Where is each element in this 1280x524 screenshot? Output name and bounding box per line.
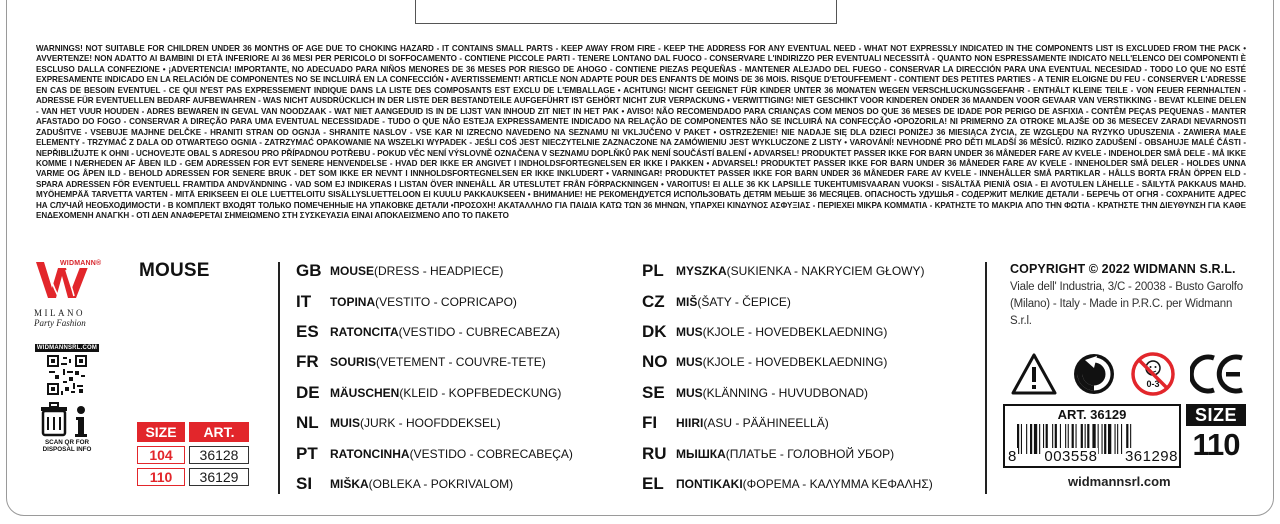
lang-desc: (VESTIDO - COBRECABEÇA) — [409, 446, 573, 461]
lang-desc: (VETEMENT - COUVRE-TETE) — [376, 355, 546, 370]
lang-code: EL — [642, 473, 664, 493]
lang-code: RU — [642, 443, 667, 463]
logo-tagline: Party Fashion — [34, 318, 86, 328]
logo-brand: WIDMANN® — [60, 260, 102, 267]
list-item — [642, 347, 933, 377]
lang-code: PT — [296, 443, 318, 463]
list-item — [642, 317, 933, 347]
ce-mark-icon — [1190, 352, 1246, 396]
lang-name: MUIS — [330, 416, 360, 431]
disposal-bin-info-icon — [39, 401, 95, 439]
scan-qr-text-1: SCAN QR FOR — [44, 439, 90, 446]
not-for-under-3-icon — [1130, 351, 1176, 397]
recycle-icon — [1072, 352, 1116, 396]
lang-code: NL — [296, 413, 319, 433]
lang-name: HIIRI — [676, 416, 704, 431]
lang-name: SOURIS — [330, 355, 377, 370]
divider-line — [278, 262, 280, 494]
size-cell: 110 — [137, 468, 185, 486]
lang-desc: (KLEID - KOPFBEDECKUNG) — [399, 385, 562, 400]
lang-code: FI — [642, 413, 658, 433]
list-item — [296, 438, 573, 468]
languages-right-list — [642, 256, 933, 499]
lang-name: MIŠKA — [330, 476, 369, 491]
lang-name: TOPINA — [330, 294, 376, 309]
list-item — [642, 408, 933, 438]
ean-digits — [1007, 448, 1179, 465]
website-link[interactable]: widmannsrl.com — [1068, 474, 1171, 489]
lang-name: MUS — [676, 324, 703, 339]
lang-desc: (KJOLE - HOVEDBEKLAEDNING) — [702, 324, 888, 339]
lang-desc: (DRESS - HEADPIECE) — [374, 264, 504, 279]
size-art-table — [137, 422, 249, 486]
lang-name: RATONCITA — [330, 324, 399, 339]
size-box-label: SIZE — [1186, 404, 1246, 426]
list-item — [296, 347, 573, 377]
languages-left-list — [296, 256, 573, 499]
widmann-w-mark-icon — [34, 258, 100, 304]
list-item — [296, 286, 573, 316]
art-cell: 36129 — [189, 468, 249, 486]
qr-block — [35, 344, 99, 453]
lang-code: ES — [296, 321, 319, 341]
lang-name: MUS — [676, 355, 703, 370]
lang-name: RATONCINHA — [330, 446, 410, 461]
scan-qr-text-2: DISPOSAL INFO — [42, 446, 92, 453]
list-item — [642, 256, 933, 286]
lang-desc: (JURK - HOOFDDEKSEL) — [360, 416, 501, 431]
copyright-text: COPYRIGHT © 2022 WIDMANN S.R.L. — [1010, 262, 1236, 276]
lang-code: NO — [642, 352, 668, 372]
barcode-box — [1003, 404, 1181, 468]
list-item — [296, 317, 573, 347]
warnings-text: WARNINGS! NOT SUITABLE FOR CHILDREN UNDER 36 MONTHS OF AGE DUE TO CHOKING HAZARD - IT CONTAINS SMALL PARTS - KEEP AWAY FROM FIRE - KEEP THE ADDRESS FOR ANY EVENTUAL NEED - WHAT NOT EXPRESSLY INDICATED IN THE COMPONENTS LIST IS EXCLUDED FROM THE PACK • AVVERTENZE! NON ADATTO AI BAMBINI DI ETÀ INFERIORE AI 36 MESI PER PERICOLO DI SOFFOCAMENTO - CONTIENE PICCOLE PARTI - TENERE LONTANO DAL FUOCO - CONSERVARE L'INDIRIZZO PER EVENTUALI NECESSITÀ - QUANTO NON ESPRESSAMENTE INDICATO NELL'ELENCO DEI COMPONENTI È ESCLUSO DALLA CONFEZIONE • ¡ADVERTENCIA! IMPORTANTE, NO ADECUADO PARA NIÑOS MENORES DE 36 MESES POR RIESGO DE AHOGO - CONTIENE PIEZAS PEQUEÑAS - MANTENER ALEJADO DEL FUEGO - CONSERVAR LA DIRECCIÓN PARA UNA EVENTUAL NECESIDAD - TODO LO QUE NO ESTÉ EXPRESAMENTE INDICADO EN LA RELACIÓN DE COMPONENTES NO SE INCLUIRÁ EN LA CONFECCIÓN • AVERTISSEMENT! ARTICLE NON ADAPTE POUR DES ENFANTS DE MOINS DE 36 MOIS. RISQUE D'ETOUFFEMENT - CONTIENT DES PETITES PARTIES - A TENIR ELOIGNE DU FEU - CONSERVER L'ADRESSE EN CAS DE BESOIN EVENTUEL - CE QUI N'EST PAS EXPRESSEMENT INDIQUE DANS LA LISTE DES COMPOSANTS EST EXCLU DE L'EMBALLAGE • ACHTUNG! NICHT GEEIGNET FÜR KINDER UNTER 36 MONATEN WEGEN VERSCHLUCKUNGSGEFAHR - ENTHÄLT KLEINE TEILE - VON FEUER FERNHALTEN - ADRESSE FÜR EVENTUELLEN BEDARF AUFBEWAHREN - WAS NICHT AUSDRÜCKLICH IN DER LISTE DER BESTANDTEILE AUFGEFÜHRT IST GEHÖRT NICHT ZUR VERPACKUNG • VERWITTIGING! NIET GESCHIKT VOOR KINDEREN ONDER 36 MAANDEN VOOR GEVAAR VAN VERSTIKKING - BEVAT KLEINE DELEN - VAN HET VUUR HOUDEN - ADRES BEWAREN IN GEVAL VAN NOODZAAK - WAT NIET AANGEDUID IS IN DE LIJST VAN INHOUD ZIT NIET IN HET PAK • AVISO! NÃO RECOMENDADO PARA CRIANÇAS COM MENOS DO QUE 36 MESES DE IDADE POR PERIGO DE ASFIXIA - CONTÊM PEÇAS PEQUENAS - MANTER AFASTADO DO FOGO - CONSERVAR A DIREÇÃO PARA UMA EVENTUAL NECESSIDADE - TUDO O QUE NÃO ESTEJA EXPRESSAMENTE INDICADO NA RELAÇÃO DE COMPONENTES NÃO SE INCLUIRÁ NA CONFECÇÃO •OPOZORILA! NI PRIMERNO ZA OTROKE MLAJŠE OD 36 MESECEV ZARADI NEVARNOSTI ZADUŠITVE - VSEBUJE MAJHNE DELČKE - HRANITI STRAN OD OGNJA - SHRANITE NASLOV - VSE KAR NI IZRECNO NAVEDENO NA SEZNAMU NI VKLJUČENO V PAKET • OSTRZEŻENIE! NIE NADAJE SIĘ DLA DZIECI PONIŻEJ 36 MIESIĄCA ŻYCIA, ZE WZGLĘDU NA RYZYKO UDUSZENIA - ZAWIERA MAŁE ELEMENTY - TRZYMAĆ Z DALA OD OTWARTEGO OGNIA - ZATRZYMAĆ OPAKOWANIE NA WSZELKI WYPADEK - JEŚLI COŚ JEST NIECZYTELNIE ZAZNACZONE NA ZAMÓWIENIU JEST WYKLUCZONE Z LISTY • VAROVÁNÍ! NEVHODNÉ PRO DĚTI MLADŠÍ 36 MĚSÍCŮ. RIZIKO ZADUŠENÍ - OBSAHUJE MALÉ ČÁSTI - NEPŘIBLIŽUJTE K OHNI - UCHOVEJTE OBAL S ADRESOU PRO PŘÍPADNOU POTŘEBU - POKUD VĚC NENÍ VÝSLOVNĚ OZNAČENA V SEZNAMU DOPLŇKŮ PAK NENÍ SOUČÁSTÍ BALENÍ • ADVARSEL! PRODUKTET PASSER IKKE FOR BARN UNDER 36 MÅNEDER FARE AV KVELE - INDEHOLDER SMÅ DELE - MÅ IKKE KOMME I NÆRHEDEN AF ÅBEN ILD - GEM ADRESSEN FOR EVT SENERE HENVENDELSE - HVAD DER IKKE ER ANGIVET I INDHOLDSFORTEGNELSEN ER IKKE I PAKKEN • ADVARSEL! PRODUKTET PASSER IKKE FOR BARN UNDER 36 MÅNEDER FARE AV KVELE - INNEHOLDER SMÅ DELER - HOLDES UNNA VARME OG ÅPEN ILD - BEHOLD ADRESSEN FOR SENERE BRUK - DET SOM IKKE ER NEVNT I INNHOLDSFORTEGNELSEN ER IKKE INKLUDERT • VARNINGAR! PRODUKTET PASSER IKKE FOR BARN UNDER 36 MÅNEDER FARE AV KVELE - INNEHÅLLER SMÅ PARTIKLAR - HÅLLS BORTA FRÅN ÖPPEN ELD - SPARA ADRESSEN FÖR EVENTUELL FRAMTIDA ANDVÄNDNING - VAD SOM EJ INDIKERAS I LISTAN ÖVER INNEHÅLL ÄR UTESLUTET FRÅN FÖRPACKNINGEN • VAROITUS! EI ALLE 36 KK LAPSILLE TUKEHTUMISVAARAN VUOKSI - SISÄLTÄÄ PIENIÄ OSIA - EI AVOTULEN LÄHELLE - SÄILYTÄ PAKKAUS MAHD. MYÖHEMPÄÄ TARVETTA VARTEN - MITÄ ERIKSEEN EI OLE LUETTELOITU SISÄLLYSLUETTELOON EI KUULU PAKKAUKSEEN • ВНИМАНИЕ! НЕ РЕКОМЕНДУЕТСЯ ИСПОЛЬЗОВАТЬ ДЕТЯМ МЕЬШЕ 36 МЕСЯЦЕВ. ОПАСНОСТЬ УДУШЬЯ - СОДЕРЖИТ МЕЛКИЕ ДЕТАЛИ - БЕРЕЧЬ ОТ ОГНЯ - СОХРАНИТЕ АДРЕС НА СЛУЧАЙ НЕОБХОДИМОСТИ - В КОМПЛЕКТ ВХОДЯТ ТОЛЬКО ПОМЕЧЕННЫЕ НА УПАКОВКЕ ДЕТАЛИ •ΠΡΟΣΟΧΗ! ΑΚΑΤΑΛΛΗΛΟ ΓΙΑ ΠΑΙΔΙΑ ΚΑΤΩ ΤΩΝ 36 ΜΗΝΩΝ, ΥΠΑΡΧΕΙ ΚΙΝΔΥΝΟΣ ΑΣΦΥΞΙΑΣ - ΠΕΡΙΕΧΕΙ ΜΙΚΡΑ ΚΟΜΜΑΤΙΑ - ΚΡΑΤΗΣΤΕ ΤΟ ΜΑΚΡΙΑ ΑΠΟ ΤΗΝ ΦΩΤΙΑ - ΚΡΑΤΗΣΤΕ ΤΗΝ ΔΙΕΥΘΥΝΣΗ ΓΙΑ ΚΑΘΕ ΕΝΔΕΧΟΜΕΝΗ ΑΝΑΓΚΗ - ΟΤΙ ΔΕΝ ΑΝΑΦΕΡΕΤΑΙ ΣΗΜΕΙΩΜΕΝΟ ΣΤΗ ΣΥΣΚΕΥΑΣΙΑ ΕΙΝΑΙ ΑΠΟΚΛΕΙΣΜΕΝΟ ΑΠΟ ΤΟ ΠΑΚΕΤΟ — [36, 44, 1246, 221]
lang-code: IT — [296, 291, 312, 311]
lang-desc: (ŠATY - ČEPICE) — [697, 294, 791, 309]
lang-code: DK — [642, 321, 667, 341]
lang-desc: (KJOLE - HOVEDBEKLAEDNING) — [702, 355, 888, 370]
lang-code: PL — [642, 261, 664, 281]
warning-triangle-icon — [1010, 352, 1058, 396]
list-item — [642, 438, 933, 468]
list-item — [642, 378, 933, 408]
size-box-value: 110 — [1192, 427, 1240, 462]
art-number: ART. 36129 — [1057, 407, 1127, 422]
svg-text:0-3: 0-3 — [1146, 379, 1160, 389]
lang-code: FR — [296, 352, 319, 372]
list-item — [642, 286, 933, 316]
divider-line — [985, 262, 987, 494]
lang-code: SE — [642, 382, 665, 402]
lang-name: ΠΟΝΤΙΚΑΚΙ — [676, 476, 743, 491]
art-header: ART. — [189, 422, 249, 442]
lang-desc: (KLÄNNING - HUVUDBONAD) — [702, 385, 869, 400]
list-item — [296, 256, 573, 286]
table-row — [137, 446, 249, 464]
lang-desc: (ΦΟΡΕΜΑ - ΚΑΛΥΜΜΑ ΚΕΦΑΛΗΣ) — [742, 476, 933, 491]
lang-desc: (ПЛАТЬЕ - ГОЛОВНОЙ УБОР) — [725, 446, 895, 461]
company-info — [1010, 262, 1246, 330]
company-address: Viale dell' Industria, 3/C - 20038 - Busto Garolfo (Milano) - Italy - Made in P.R.C. per Widmann S.r.l. — [1010, 281, 1243, 327]
list-item — [296, 408, 573, 438]
ean-right-digits: 361298 — [1124, 448, 1178, 465]
lang-name: MOUSE — [330, 264, 375, 279]
widmann-logo — [34, 258, 104, 328]
size-cell: 104 — [137, 446, 185, 464]
size-box — [1186, 404, 1246, 464]
lang-code: DE — [296, 382, 320, 402]
qr-code-icon[interactable] — [47, 355, 87, 395]
lang-name: МЫШКА — [676, 446, 726, 461]
ean-left-digits: 003558 — [1044, 448, 1098, 465]
lang-code: SI — [296, 473, 313, 493]
lang-desc: (VESTITO - COPRICAPO) — [375, 294, 517, 309]
lang-desc: (ASU - PÄÄHINEELLÄ) — [703, 416, 829, 431]
lang-name: MUS — [676, 385, 703, 400]
lang-name: MIŠ — [676, 294, 698, 309]
lang-name: MYSZKA — [676, 264, 727, 279]
list-item — [296, 469, 573, 499]
art-cell: 36128 — [189, 446, 249, 464]
lang-code: GB — [296, 261, 322, 281]
product-name: MOUSE — [139, 260, 210, 281]
lang-desc: (SUKIENKA - NAKRYCIEM GŁOWY) — [726, 264, 925, 279]
list-item — [296, 378, 573, 408]
logo-city: MILANO — [34, 308, 85, 318]
list-item — [642, 469, 933, 499]
lang-desc: (VESTIDO - CUBRECABEZA) — [398, 324, 561, 339]
lang-name: MÄUSCHEN — [330, 385, 400, 400]
table-row — [137, 468, 249, 486]
qr-url: WIDMANNSRL.COM — [36, 345, 98, 351]
safety-symbols — [1010, 350, 1246, 398]
header-tab-box — [415, 0, 837, 24]
size-header: SIZE — [137, 422, 185, 442]
ean-first-digit: 8 — [1008, 448, 1017, 465]
lang-desc: (OBLEKA - POKRIVALOM) — [368, 476, 514, 491]
lang-code: CZ — [642, 291, 665, 311]
